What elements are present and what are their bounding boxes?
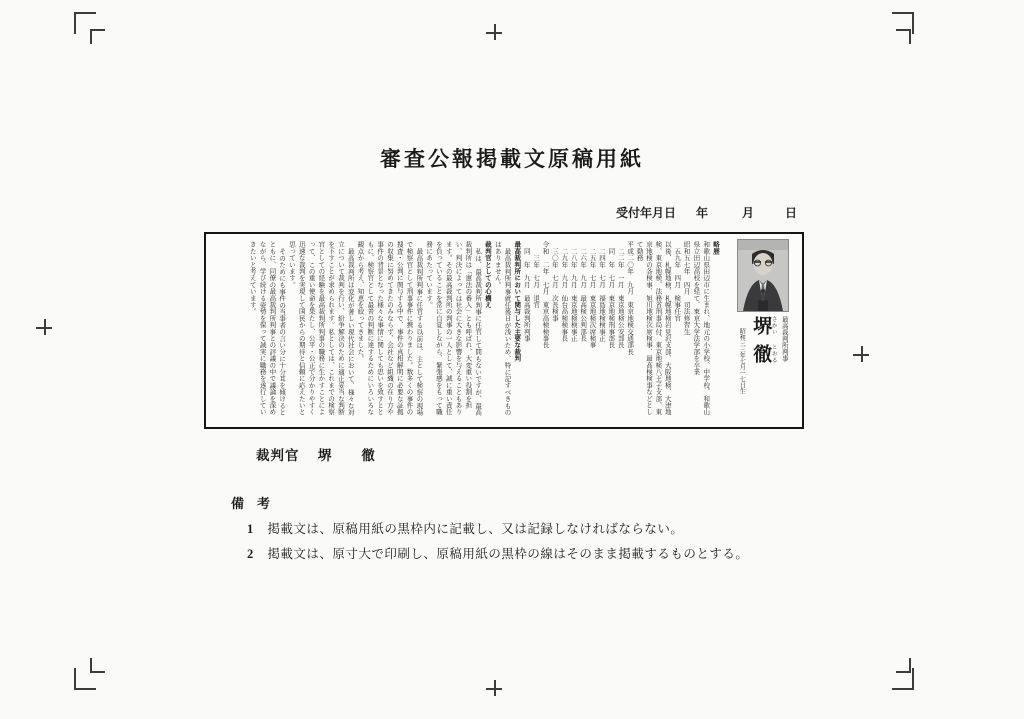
judge-portrait-photo <box>737 239 789 312</box>
manuscript-vertical-text <box>216 241 720 419</box>
remark-text: 掲載文は、原稿用紙の黒枠内に記載し、又は記録しなければならない。 <box>267 522 684 536</box>
page-title: 審査公報掲載文原稿用紙 <box>380 147 644 171</box>
resume-entry: 同 年 七月 東京地検刑事部長 <box>607 241 615 349</box>
crop-mark-bottom-right-inner-icon <box>896 658 911 673</box>
judge-identity-block <box>729 239 797 425</box>
resume-entry: 二四年 七月 福島地検検事正 <box>597 241 605 342</box>
attitude-header: 裁判官としての心構え <box>483 241 491 308</box>
resume-entry: 五九年 四月 検事任官 <box>673 241 681 322</box>
resume-entry: 二九年 九月 仙台高検検事長 <box>560 241 568 342</box>
attitude-paragraph: 私は、最高裁判所判事に任官して間もないですが、最高裁判所は「憲法の番人」とも呼ばれ、大変重い役割を担い、判決によっては社会に大きな影響を与えることもあります。その最高裁判所の判事の一人として、誠に重い責任を負っていることを常に自覚しながら、緊張感をもって職務にあたっています。 <box>425 241 482 416</box>
judge-given-name-kanji: 徹 <box>750 344 772 363</box>
resume-entry: 三〇年 七月 次長検事 <box>550 241 558 322</box>
registration-cross-left-icon <box>36 319 52 335</box>
judge-signature-line <box>256 444 376 464</box>
judge-given-name-furigana: とおる <box>770 344 777 363</box>
receipt-month-unit: 月 <box>742 206 755 220</box>
judge-surname-furigana: さかい <box>770 316 777 335</box>
resume-note: 以後、札幌地検、札幌地検岩見沢支部、大阪地検、大津地検、東京地検、法務省刑事局付、東京地検八王子支部、東京地検の各検事、旭川地検次席検事、最高検検事などとして勤務 <box>635 241 671 416</box>
remarks-header: 備 考 <box>231 496 271 511</box>
attitude-paragraph: そのためにも事件の当事者の言い分に十分耳を傾けるとともに、同僚の最高裁判所判事との評議の中で議論を深めながら、学び続ける姿勢を保って誠実に職務を遂行していきたいと考えています。 <box>248 241 286 416</box>
resume-entry: 二五年 七月 東京地検次席検事 <box>588 241 596 349</box>
resume-entry: 二八年 九月 東京地検検事正 <box>569 241 577 342</box>
resume-entry: 三年 七月 退官 <box>532 241 540 308</box>
signature-role-label: 裁判官 <box>256 448 300 463</box>
crop-mark-top-left-inner-icon <box>90 29 105 44</box>
resume-entry: 二六年 九月 最高検公判部長 <box>579 241 587 342</box>
signature-name: 堺 徹 <box>317 448 376 463</box>
crop-mark-top-right-inner-icon <box>896 29 911 44</box>
attitude-paragraph: 最高裁判所は変化が著しい現代社会において、様々な対立について裁判を行い、紛争解決のために適正妥当な判断を下すことが求められます。私としては、これまでの検察官としての経験を最高裁判所判事の職務に生かすことによって、この重い使命を果たし、公平・公正で分かりやすく迅速な裁判を実現して国民からの期待と信頼に応えたいと思っています。 <box>287 241 354 416</box>
remark-item <box>247 519 683 537</box>
manuscript-black-frame <box>204 232 804 429</box>
involved-cases-body: 最高裁判所判事就任後日が浅いため、特に記すべきものはありません。 <box>493 241 511 415</box>
judge-name <box>749 316 777 428</box>
judge-court-title: 最高裁判所判事 <box>780 316 788 362</box>
resume-section-header: 略歴 <box>712 241 719 255</box>
resume-entry: 昭和五七年 四月 司法修習生 <box>682 241 690 335</box>
remark-item <box>247 544 748 562</box>
name-spacer <box>760 335 761 344</box>
registration-cross-bottom-icon <box>486 680 502 696</box>
registration-cross-right-icon <box>853 346 869 362</box>
resume-entry: 二二年 一月 東京地検公安部長 <box>616 241 624 349</box>
judge-surname <box>750 316 777 335</box>
resume-entry: 平成二〇年 九月 東京地検交通部長 <box>626 241 634 355</box>
judge-birthdate: 昭和三三年七月一七日生 <box>738 328 745 394</box>
resume-entry: 同 年 九月 最高裁判所判事 <box>522 241 530 342</box>
remark-text: 掲載文は、原寸大で印刷し、原稿用紙の黒枠の線はそのまま掲載するものとする。 <box>267 547 749 561</box>
attitude-paragraph: 最高裁判所判事に任官する以前は、主として検察の現場で検察官として刑事事件に携わりました。数多くの事件の捜査・公判に関与する中で、事件の真相解明に必要な証拠の収集に努めてきたのみならず、会社など組織の在り方や事件の背景となった様々な事情に関しても思いを致すとともに、検察官として最善の判断に達するためにいろいろな観点から考え、知恵を絞ってきました。 <box>356 241 423 416</box>
resume-bio: 和歌山県田辺市に生まれ、地元の小学校、中学校、和歌山県立田辺高校を経て、東京大学法学部を卒業 <box>692 241 710 416</box>
judge-name-block <box>729 316 797 428</box>
receipt-date-line <box>616 204 797 221</box>
remark-number: 2 <box>247 547 254 561</box>
crop-mark-bottom-left-inner-icon <box>90 658 105 673</box>
judge-given-name <box>750 344 777 363</box>
involved-cases-header: 最高裁判所において関与した主要な裁判 <box>513 241 521 362</box>
judge-surname-kanji: 堺 <box>750 316 772 335</box>
receipt-year-unit: 年 <box>696 206 709 220</box>
receipt-day-unit: 日 <box>785 206 798 220</box>
remark-number: 1 <box>247 522 254 536</box>
registration-cross-top-icon <box>486 24 502 40</box>
resume-entry: 令和 二年 七月 東京高検検事長 <box>541 241 549 349</box>
receipt-date-label: 受付年月日 <box>616 206 677 220</box>
